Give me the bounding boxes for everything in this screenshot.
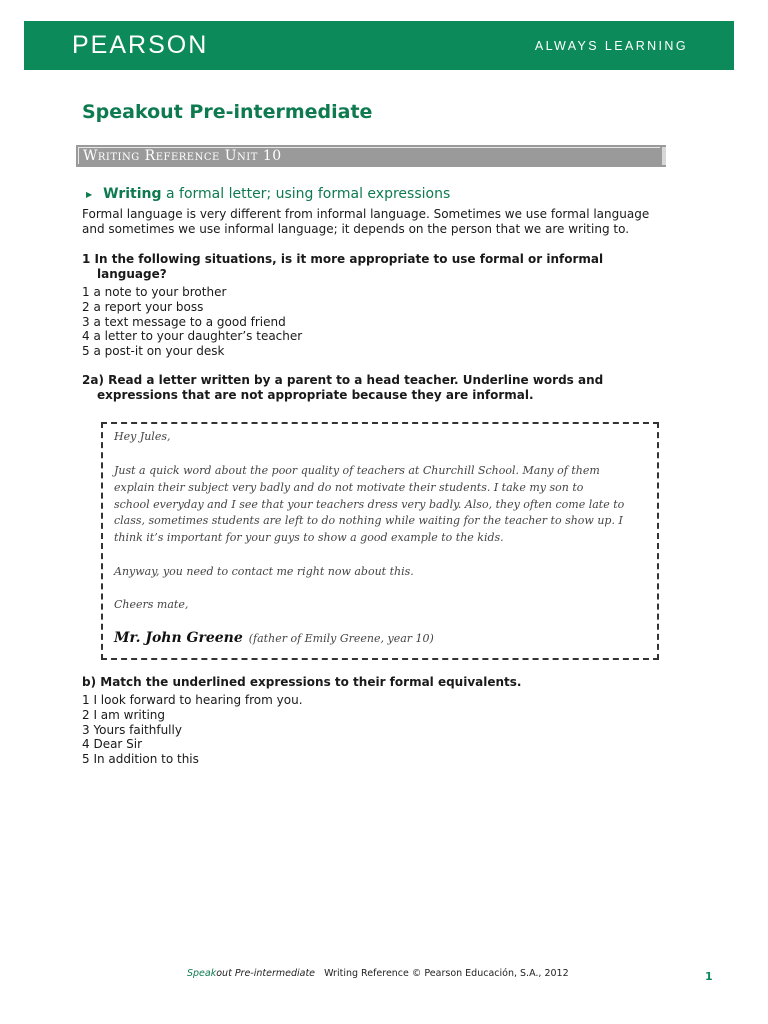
list-item: 4 Dear Sir [82, 737, 143, 752]
list-item: 5 In addition to this [82, 752, 199, 767]
letter-body-line: think it’s important for your guys to show a good example to the kids. [114, 531, 504, 545]
section-heading-bold: Writing [103, 186, 162, 202]
letter-body-line: Just a quick word about the poor quality of teachers at Churchill School. Many of them [114, 464, 600, 477]
list-item: 3 Yours faithfully [82, 722, 182, 737]
question-1-list [82, 285, 302, 359]
signature-name: Mr. John Greene [114, 630, 243, 646]
list-item: 5 a post-it on your desk [82, 344, 225, 359]
letter-signature [114, 630, 434, 646]
list-item: 3 a text message to a good friend [82, 314, 286, 329]
signature-note: (father of Emily Greene, year 10) [248, 632, 434, 645]
triangle-right-icon: ▶ [86, 189, 93, 199]
page-number: 1 [705, 970, 713, 983]
footer [187, 968, 569, 979]
letter-body-line: class, sometimes students are left to do nothing while waiting for the teacher to show up. I [114, 514, 623, 528]
header-banner [24, 21, 734, 70]
question-2a-line-1: 2a) Read a letter written by a parent to a head teacher. Underline words and [82, 373, 604, 387]
list-item: 2 I am writing [82, 707, 166, 722]
letter-body-line: school everyday and I see that your teachers dress very badly. Also, they often come late to [114, 497, 625, 511]
intro-paragraph [82, 207, 712, 237]
letter-greeting: Hey Jules, [114, 430, 171, 443]
list-item: 1 a note to your brother [82, 285, 227, 299]
section-heading-rest: a formal letter; using formal expressions [161, 186, 451, 202]
question-1-line-2: language? [97, 267, 167, 281]
pearson-logo: PEARSON [72, 31, 209, 59]
list-item: 1 I look forward to hearing from you. [82, 693, 303, 707]
book-title: Speakout Pre-intermediate [82, 101, 373, 123]
intro-line-2: and sometimes we use informal language; it depends on the person that we are writing to. [82, 222, 630, 236]
letter-closing-line: Anyway, you need to contact me right now about this. [114, 565, 414, 578]
list-item: 4 a letter to your daughter’s teacher [82, 329, 303, 344]
unit-bar-shadow [662, 147, 666, 165]
letter-sign-off: Cheers mate, [114, 598, 189, 611]
footer-copyright: Writing Reference © Pearson Educación, S.A., 2012 [315, 968, 569, 979]
question-b-list [82, 693, 303, 767]
letter-body [114, 463, 652, 547]
list-item: 2 a report your boss [82, 299, 204, 314]
question-b: b) Match the underlined expressions to their formal equivalents. [82, 675, 522, 689]
question-2a-line-2: expressions that are not appropriate because they are informal. [97, 388, 534, 402]
question-1-line-1: 1 In the following situations, is it more appropriate to use formal or informal [82, 252, 604, 266]
unit-bar-label: Writing Reference Unit 10 [78, 147, 660, 164]
question-1 [82, 252, 702, 282]
unit-bar [76, 145, 666, 167]
footer-level: Pre-intermediate [231, 968, 316, 979]
tagline: ALWAYS LEARNING [534, 38, 688, 53]
question-2a [82, 373, 702, 403]
footer-speak: Speak [187, 968, 217, 979]
section-heading [86, 186, 450, 202]
letter-body-line: explain their subject very badly and do not motivate their students. I take my son to [114, 480, 584, 494]
intro-line-1: Formal language is very different from informal language. Sometimes we use formal language [82, 207, 650, 221]
footer-out: out [216, 968, 232, 979]
